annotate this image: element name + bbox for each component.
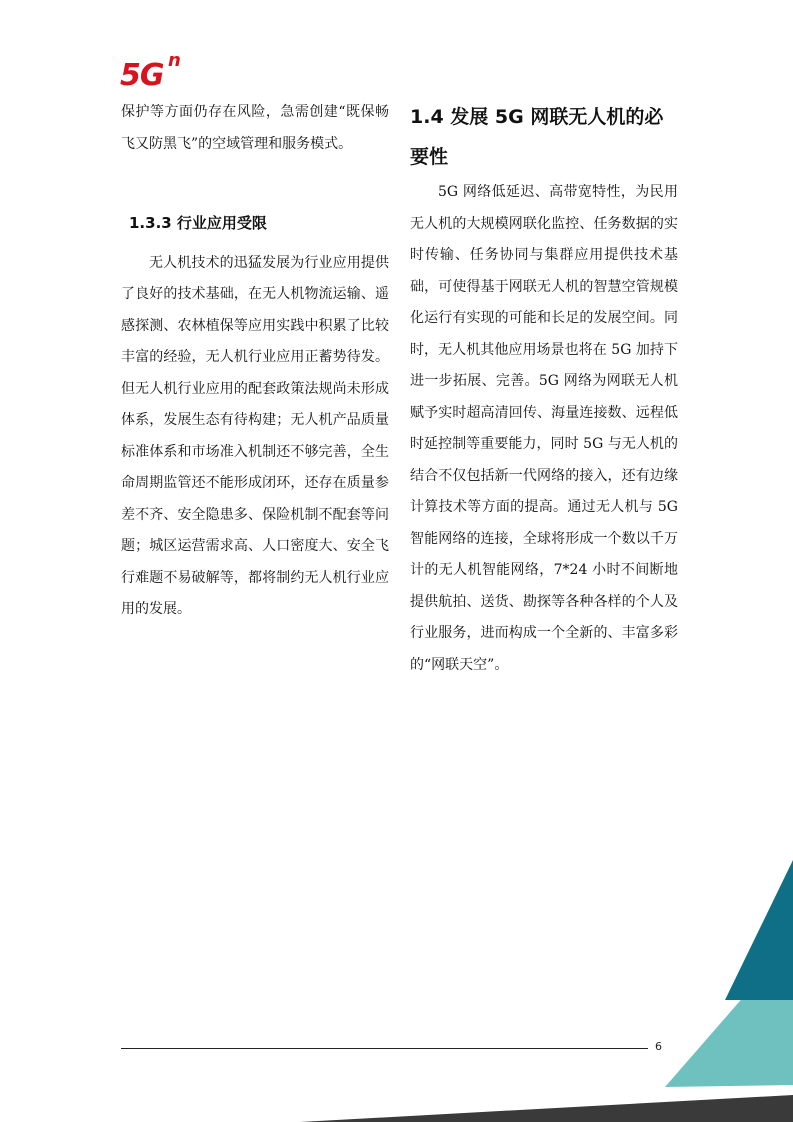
section-body-1-4: 5G 网络低延迟、高带宽特性，为民用无人机的大规模网联化监控、任务数据的实时传输、任务协同与集群应用提供技术基础，可使得基于网联无人机的智慧空管规模化运行有实现的可能和长足的发展空间。同时，无人机其他应用场景也将在 5G 加持下进一步拓展、完善。5G 网络为网联无人机赋予实时超高清回传、海量连接数、远程低时延控制等重要能力，同时 5G 与无人机的结合不仅包括新一代网络的接入，还有边缘计算技术等方面的提高。通过无人机与 5G 智能网络的连接，全球将形成一个数以千万计的无人机智能网络，7*24 小时不间断地提供航拍、送货、勘探等各种各样的个人及行业服务，进而构成一个全新的、丰富多彩的“网联天空”。 xyxy=(410,184,678,673)
logo-superscript: n xyxy=(168,50,181,71)
section-body-1-3-3: 无人机技术的迅猛发展为行业应用提供了良好的技术基础，在无人机物流运输、遥感探测、农林植保等应用实践中积累了比较丰富的经验，无人机行业应用正蓄势待发。但无人机行业应用的配套政策法规尚未形成体系，发展生态有待构建；无人机产品质量标准体系和市场准入机制还不够完善，全生命周期监管还不能形成闭环，还存在质量参差不齐、安全隐患多、保险机制不配套等问题；城区运营需求高、人口密度大、安全飞行难题不易破解等，都将制约无人机行业应用的发展。 xyxy=(121,254,389,617)
teal-dark-triangle xyxy=(725,860,793,1000)
page-number: 6 xyxy=(655,1040,662,1053)
section-heading-1-3-3: 1.3.3 行业应用受限 xyxy=(129,214,267,232)
continued-paragraph: 保护等方面仍存在风险，急需创建“既保畅飞又防黑飞”的空域管理和服务模式。 xyxy=(121,104,389,152)
dark-band-shape xyxy=(300,1095,793,1122)
section-heading-1-4: 1.4 发展 5G 网联无人机的必要性 xyxy=(410,106,664,168)
logo-5g-text: 5G xyxy=(120,58,164,93)
